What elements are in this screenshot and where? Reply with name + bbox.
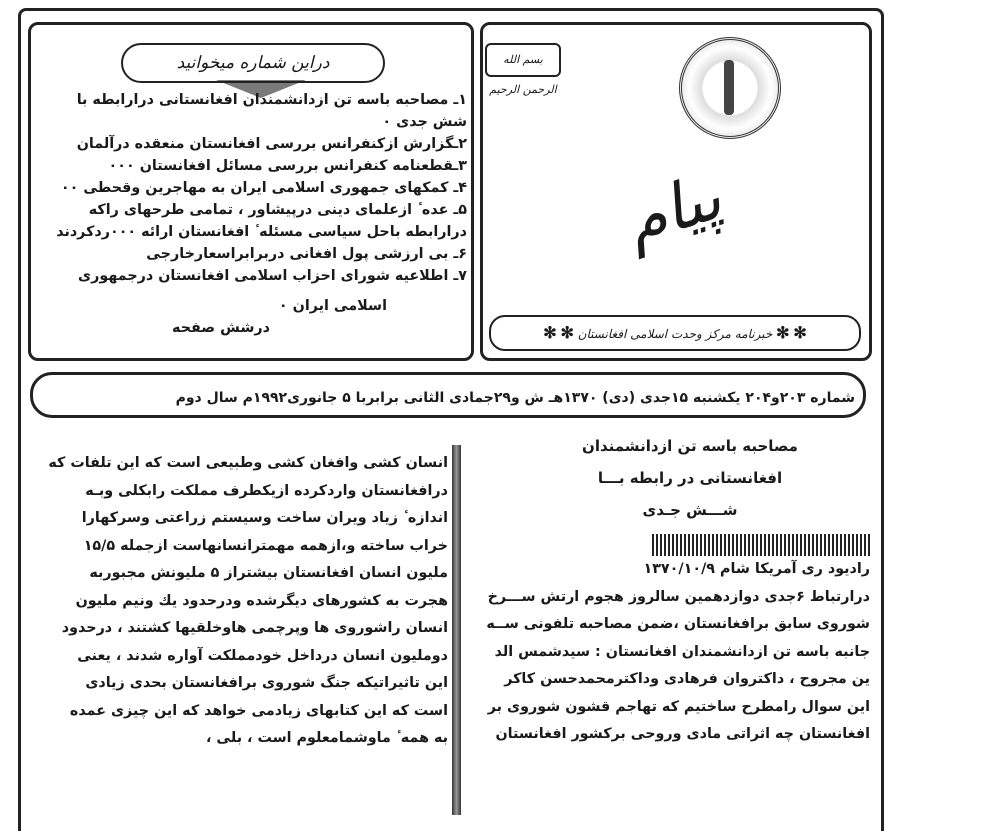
list-item: ۴ـ کمکهای جمهوری اسلامی ایران به مهاجرین وقحطی ۰۰: [60, 180, 467, 196]
basmala: بسم الله الرحمن الرحیم: [485, 43, 561, 77]
headline-line: شـــش جـدی: [642, 501, 738, 519]
masthead: [480, 22, 872, 361]
text-line: است که این کتابهای زیادمی خواهد که این چیزی عمده: [69, 702, 448, 719]
list-item: ۶ـ بی ارزشی پول افغانی دربرابراسعارخارجی: [146, 246, 467, 262]
text-line: انسان کشی وافغان کشی وطبیعی است که این تلفات که: [48, 455, 448, 471]
table-of-contents: [28, 22, 474, 361]
text-line: افغانستان چه اثراتی مادی وروحی برکشور افغانستان: [495, 726, 870, 742]
text-line: ملیون انسان افغانستان بیشتراز ۵ ملیونش مجبوربه: [89, 565, 448, 581]
text-line: اندازه ٔ زیاد ویران ساخت وسیستم زراعتی وسرکهارا: [81, 510, 448, 526]
article-headline: [470, 430, 870, 526]
headline-line: مصاحبه باسه تن ازدانشمندان: [582, 437, 798, 455]
text-line: رادیود ری آمریکا شام ۱۳۷۰/۱۰/۹: [643, 561, 870, 577]
text-line: هجرت به کشورهای دیگرشده ودرحدود یك ونیم ملیون: [75, 592, 448, 609]
contents-footer: درشش صفحه: [172, 320, 270, 336]
text-line: درارتباط ۶جدی دوازدهمین سالروز هجوم ارتش ســـرخ: [487, 588, 870, 605]
article-right-column: [470, 430, 870, 749]
star-icon: ✻: [543, 323, 557, 342]
text-line: دوملیون انسان درداخل خودمملکت آواره شدند ، یعنی: [77, 647, 448, 664]
headline-line: افغانستانی در رابطه بـــا: [597, 469, 783, 487]
newspaper-logo: پیام: [615, 159, 731, 261]
text-line: خراب ساخته و،ازهمه مهمترانسانهاست ازجمله ۱۵/۵: [83, 537, 448, 554]
tagline-text: خبرنامه مرکز وحدت اسلامی افغانستان: [577, 327, 773, 341]
star-icon: ✻: [776, 323, 790, 342]
text-line: جانبه باسه تن ازدانشمندان افغانستان : سیدشمس الد: [494, 643, 870, 660]
article-body: [470, 556, 870, 749]
star-icon: ✻: [793, 323, 807, 342]
contents-list: [35, 89, 467, 339]
text-line: این سوال رامطرح ساختیم که تهاجم قشون شوروی بر: [487, 698, 870, 715]
list-item: اسلامی ایران ۰: [278, 298, 387, 314]
text-line: ین مجروح ، داکتروان فرهادی وداکترمحمدحسن کاکر: [504, 671, 870, 687]
list-item: ۲ـگزارش ازکنفرانس بررسی افغانستان منعقده درآلمان: [76, 136, 467, 152]
list-item: ۵ـ عده ٔ ازعلمای دینی درپیشاور ، تمامی طرحهای راکه: [88, 202, 467, 218]
column-divider: [452, 445, 461, 815]
list-item: شش جدی ۰: [382, 114, 467, 130]
text-line: انسان راشوروی ها وپرچمی هاوخلقیها کشتند ، درحدود: [61, 620, 448, 636]
text-line: این تاثیراتیکه جنگ شوروی برافغانستان بحدی زیادی: [85, 675, 448, 691]
list-item: ۳ـقطعنامه کنفرانس بررسی مسائل افغانستان ۰۰۰: [108, 158, 467, 174]
decorative-divider: [652, 534, 870, 556]
text-line: شوروی سابق برافغانستان ،ضمن مصاحبه تلفونی ســه: [486, 616, 870, 632]
text-line: درافغانستان واردکرده ازیکطرف مملکت رابکلی وبـه: [85, 482, 448, 499]
list-item: درارابطه باحل سیاسی مسئله ٔ افغانستان ارائه ۰۰۰ردکردند: [56, 224, 467, 240]
text-line: به همه ٔ ماوشمامعلوم است ، بلی ،: [206, 730, 448, 746]
article-left-column: [30, 450, 448, 753]
list-item: ۱ـ مصاحبه باسه تن ازدانشمندان افغانستانی درارابطه با: [76, 92, 467, 108]
star-icon: ✻: [560, 323, 574, 342]
list-item: ۷ـ اطلاعیه شورای احزاب اسلامی افغانستان درجمهوری: [78, 268, 467, 284]
tagline: [489, 315, 861, 351]
contents-title: دراین شماره میخوانید: [121, 43, 385, 83]
issue-date-banner: شماره ۲۰۳و۲۰۴ یکشنبه ۱۵جدی (دی) ۱۳۷۰هـ ش و۲۹جمادی الثانی برابربا ۵ جانوری۱۹۹۲م سال دوم: [30, 372, 866, 418]
